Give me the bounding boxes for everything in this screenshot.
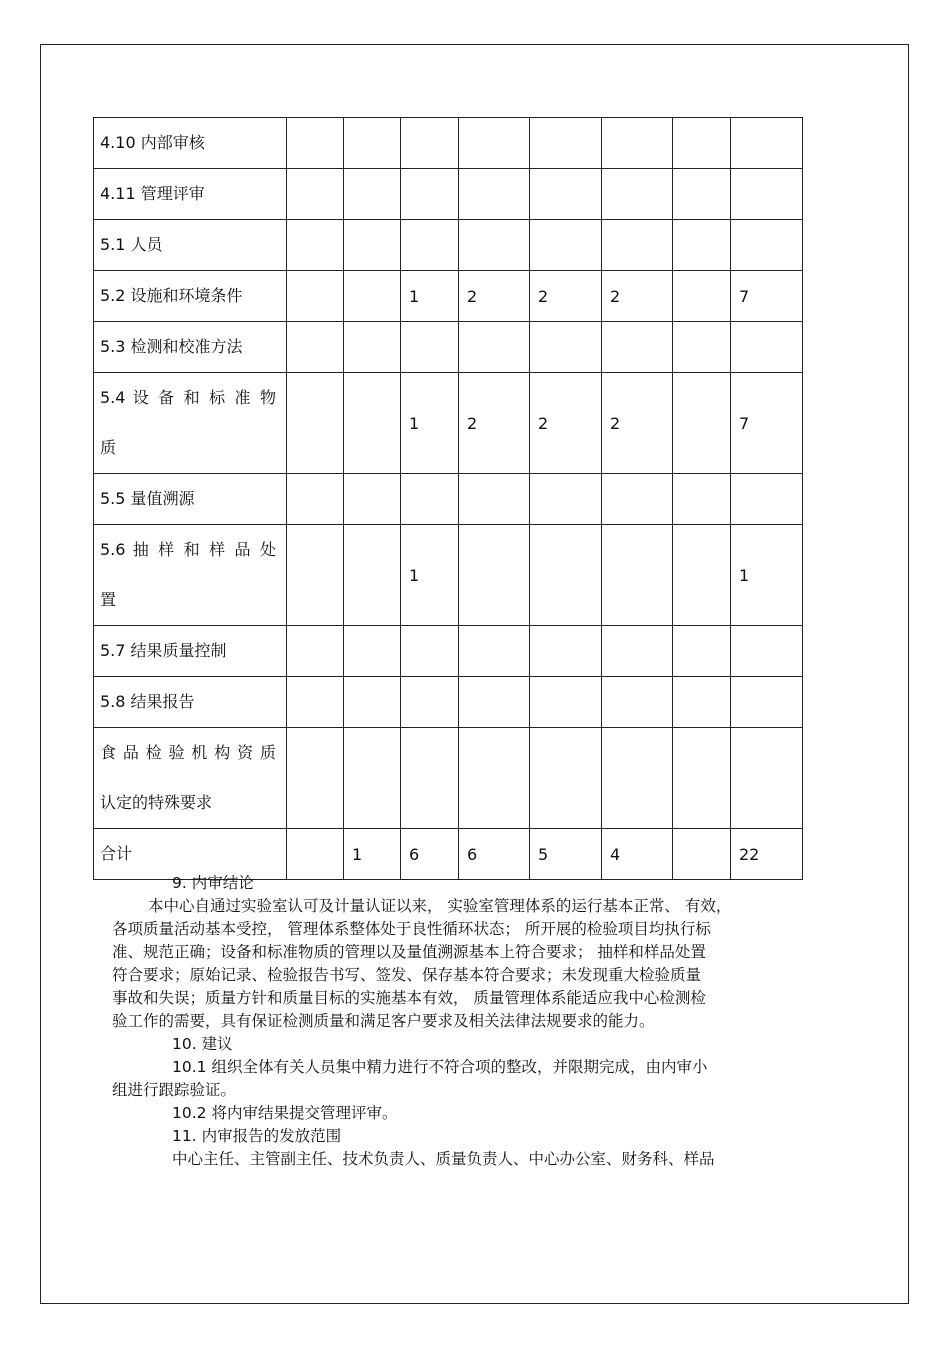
table-row — [94, 677, 803, 728]
table-cell: 5 — [530, 829, 602, 880]
table-cell — [459, 220, 530, 271]
table-row — [94, 373, 803, 474]
table-cell — [459, 677, 530, 728]
table-cell — [731, 474, 803, 525]
table-cell — [401, 322, 459, 373]
table-cell — [731, 728, 803, 829]
table-cell — [673, 626, 731, 677]
table-cell — [401, 220, 459, 271]
table-cell: 2 — [530, 373, 602, 474]
table-cell — [602, 626, 673, 677]
row-item-label: 5.1 人员 — [94, 220, 287, 271]
table-cell — [401, 474, 459, 525]
table-cell — [602, 728, 673, 829]
table-cell — [287, 677, 344, 728]
table-row — [94, 220, 803, 271]
table-cell — [530, 322, 602, 373]
table-cell — [344, 169, 401, 220]
distribution-line: 中心主任、主管副主任、技术负责人、质量负责人、中心办公室、财务科、样品 — [172, 1150, 715, 1168]
row-item-label: 合计 — [94, 829, 287, 880]
table-cell — [673, 474, 731, 525]
table-cell: 2 — [602, 271, 673, 322]
table-cell — [287, 169, 344, 220]
table-cell — [602, 474, 673, 525]
row-item-label: 4.10 内部审核 — [94, 118, 287, 169]
table-cell: 2 — [602, 373, 673, 474]
table-row — [94, 626, 803, 677]
table-cell — [287, 728, 344, 829]
conclusion-line-3: 准、规范正确；设备和标准物质的管理以及量值溯源基本上符合要求； 抽样和样品处置 — [112, 943, 706, 961]
table-cell — [673, 322, 731, 373]
table-cell — [287, 373, 344, 474]
table-cell — [287, 474, 344, 525]
table-cell — [344, 220, 401, 271]
table-cell: 1 — [401, 271, 459, 322]
table-cell — [731, 322, 803, 373]
table-cell: 6 — [459, 829, 530, 880]
row-item-label — [94, 728, 287, 829]
table-cell — [459, 626, 530, 677]
table-cell — [287, 271, 344, 322]
table-cell — [602, 220, 673, 271]
table-cell — [287, 626, 344, 677]
conclusion-line-1: 本中心自通过实验室认可及计量认证以来， 实验室管理体系的运行基本正常、 有效， — [148, 897, 732, 915]
table-cell — [344, 525, 401, 626]
table-cell — [530, 728, 602, 829]
table-cell: 1 — [731, 525, 803, 626]
table-row — [94, 169, 803, 220]
row-item-label-line2: 置 — [100, 590, 117, 609]
table-cell — [602, 322, 673, 373]
table-cell — [530, 626, 602, 677]
table-row — [94, 118, 803, 169]
table-cell: 1 — [401, 525, 459, 626]
table-cell — [731, 169, 803, 220]
table-cell — [459, 118, 530, 169]
table-cell — [287, 118, 344, 169]
suggestion-10-1-cont: 组进行跟踪验证。 — [112, 1081, 237, 1099]
table-cell — [673, 728, 731, 829]
conclusion-line-6: 验工作的需要，具有保证检测质量和满足客户要求及相关法律法规要求的能力。 — [112, 1012, 655, 1030]
table-cell — [673, 525, 731, 626]
table-cell — [287, 322, 344, 373]
table-cell — [344, 677, 401, 728]
conclusion-line-4: 符合要求；原始记录、检验报告书写、签发、保存基本符合要求；未发现重大检验质量 — [112, 966, 702, 984]
suggestion-10-2: 10.2 将内审结果提交管理评审。 — [172, 1104, 398, 1122]
report-body — [112, 872, 832, 1171]
table-cell — [401, 118, 459, 169]
table-cell — [602, 677, 673, 728]
table-cell — [459, 728, 530, 829]
row-item-label: 5.3 检测和校准方法 — [94, 322, 287, 373]
table-cell: 2 — [530, 271, 602, 322]
table-row — [94, 474, 803, 525]
table-row — [94, 525, 803, 626]
table-cell — [673, 220, 731, 271]
table-cell — [459, 474, 530, 525]
row-item-label-line1: 食 品 检 验 机 构 资 质 — [100, 743, 276, 762]
table-cell — [673, 677, 731, 728]
table-cell: 2 — [459, 271, 530, 322]
table-cell: 22 — [731, 829, 803, 880]
conclusion-line-2: 各项质量活动基本受控， 管理体系整体处于良性循环状态； 所开展的检验项目均执行标 — [112, 920, 711, 938]
table-cell — [602, 118, 673, 169]
table-cell — [401, 677, 459, 728]
table-cell — [287, 525, 344, 626]
table-cell: 1 — [344, 829, 401, 880]
row-item-label: 4.11 管理评审 — [94, 169, 287, 220]
table-cell — [344, 728, 401, 829]
row-item-label: 5.7 结果质量控制 — [94, 626, 287, 677]
table-cell — [673, 169, 731, 220]
table-cell — [673, 373, 731, 474]
table-cell: 1 — [401, 373, 459, 474]
table-cell — [673, 271, 731, 322]
row-item-label-line1: 5.4 设 备 和 标 准 物 — [100, 388, 276, 407]
section-heading-9: 9. 内审结论 — [172, 874, 254, 892]
table-cell: 4 — [602, 829, 673, 880]
table-cell — [459, 525, 530, 626]
table-cell — [344, 271, 401, 322]
table-row — [94, 322, 803, 373]
table-cell: 6 — [401, 829, 459, 880]
table-cell — [401, 626, 459, 677]
row-item-label-line1: 5.6 抽 样 和 样 品 处 — [100, 540, 276, 559]
table-cell — [602, 525, 673, 626]
audit-table — [93, 117, 803, 880]
table-cell — [530, 220, 602, 271]
row-item-label — [94, 373, 287, 474]
table-cell — [731, 220, 803, 271]
section-heading-11: 11. 内审报告的发放范围 — [172, 1127, 342, 1145]
table-cell — [287, 220, 344, 271]
table-cell — [530, 525, 602, 626]
table-cell — [344, 373, 401, 474]
table-cell — [530, 169, 602, 220]
row-item-label: 5.8 结果报告 — [94, 677, 287, 728]
table-cell — [344, 474, 401, 525]
suggestion-10-1: 10.1 组织全体有关人员集中精力进行不符合项的整改，并限期完成，由内审小 — [172, 1058, 708, 1076]
table-cell — [344, 118, 401, 169]
table-cell — [459, 169, 530, 220]
table-cell — [530, 118, 602, 169]
table-cell — [673, 118, 731, 169]
row-item-label: 5.2 设施和环境条件 — [94, 271, 287, 322]
table-row — [94, 728, 803, 829]
section-heading-10: 10. 建议 — [172, 1035, 233, 1053]
row-item-label-line2: 质 — [100, 438, 117, 457]
table-cell: 7 — [731, 271, 803, 322]
table-row — [94, 271, 803, 322]
table-cell — [459, 322, 530, 373]
table-cell — [401, 728, 459, 829]
row-item-label — [94, 525, 287, 626]
table-cell: 2 — [459, 373, 530, 474]
table-cell — [344, 322, 401, 373]
table-cell — [344, 626, 401, 677]
table-cell — [731, 677, 803, 728]
table-cell — [731, 626, 803, 677]
conclusion-line-5: 事故和失误；质量方针和质量目标的实施基本有效， 质量管理体系能适应我中心检测检 — [112, 989, 706, 1007]
table-cell — [530, 474, 602, 525]
table-cell — [602, 169, 673, 220]
row-item-label: 5.5 量值溯源 — [94, 474, 287, 525]
table-cell — [731, 118, 803, 169]
table-cell: 7 — [731, 373, 803, 474]
row-item-label-line2: 认定的特殊要求 — [100, 793, 213, 812]
table-cell — [530, 677, 602, 728]
table-cell — [401, 169, 459, 220]
